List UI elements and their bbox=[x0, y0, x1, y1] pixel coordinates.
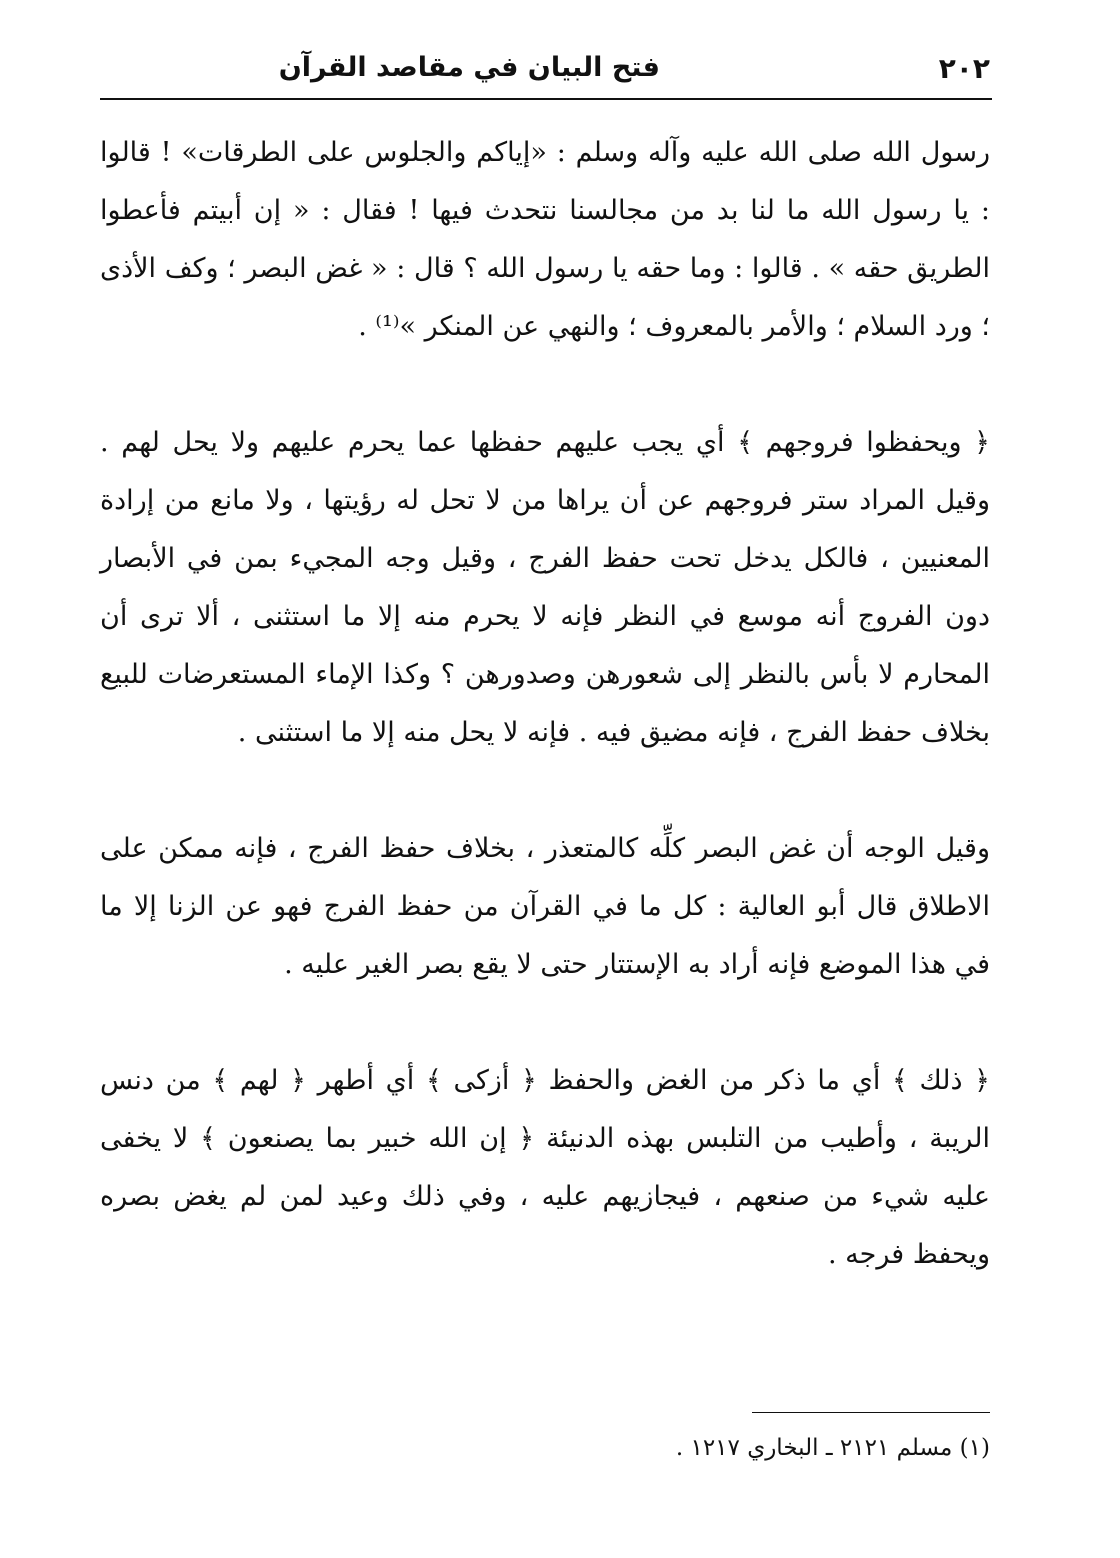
paragraph-hadith: رسول الله صلى الله عليه وآله وسلم : «إياكم والجلوس على الطرقات» ! قالوا : يا رسول الله ما لنا بد من مجالسنا نتحدث فيها ! فقال : « إن أبيتم فأعطوا الطريق حقه » . قالوا : وما حقه يا رسول الله ؟ قال : « غض البصر ؛ وكف الأذى ؛ ورد السلام ؛ والأمر بالمعروف ؛ والنهي عن المنكر »⁽¹⁾ . bbox=[100, 137, 990, 342]
page-header bbox=[100, 52, 990, 96]
header-divider bbox=[100, 98, 992, 100]
paragraph-spacer bbox=[100, 994, 990, 1052]
paragraph-purer-for-them: ﴿ ذلك ﴾ أي ما ذكر من الغض والحفظ ﴿ أزكى ﴾ أي أطهر ﴿ لهم ﴾ من دنس الريبة ، وأطيب من التلبس بهذه الدنيئة ﴿ إن الله خبير بما يصنعون ﴾ لا يخفى عليه شيء من صنعهم ، فيجازيهم عليه ، وفي ذلك وعيد لمن لم يغض بصره ويحفظ فرجه . bbox=[100, 1065, 990, 1270]
running-title: فتح البيان في مقاصد القرآن bbox=[278, 52, 660, 83]
footnote-divider bbox=[752, 1412, 990, 1413]
paragraph-spacer bbox=[100, 762, 990, 820]
page-number: ٢٠٢ bbox=[938, 52, 990, 85]
paragraph-lowering-gaze: وقيل الوجه أن غض البصر كلِّه كالمتعذر ، بخلاف حفظ الفرج ، فإنه ممكن على الاطلاق قال أبو العالية : كل ما في القرآن من حفظ الفرج فهو عن الزنا إلا ما في هذا الموضع فإنه أراد به الإستتار حتى لا يقع بصر الغير عليه . bbox=[100, 833, 990, 980]
main-text bbox=[100, 124, 990, 1284]
footnote: (١) مسلم ٢١٢١ ـ البخاري ١٢١٧ . bbox=[675, 1435, 990, 1461]
paragraph-guarding-private-parts: ﴿ ويحفظوا فروجهم ﴾ أي يجب عليهم حفظها عما يحرم عليهم ولا يحل لهم . وقيل المراد ستر فروجهم عن أن يراها من لا تحل له رؤيتها ، ولا مانع من إرادة المعنيين ، فالكل يدخل تحت حفظ الفرج ، وقيل وجه المجيء بمن في الأبصار دون الفروج أنه موسع في النظر فإنه لا يحرم منه إلا ما استثنى ، ألا ترى أن المحارم لا بأس بالنظر إلى شعورهن وصدورهن ؟ وكذا الإماء المستعرضات للبيع بخلاف حفظ الفرج ، فإنه مضيق فيه . فإنه لا يحل منه إلا ما استثنى . bbox=[100, 427, 990, 748]
paragraph-spacer bbox=[100, 356, 990, 414]
